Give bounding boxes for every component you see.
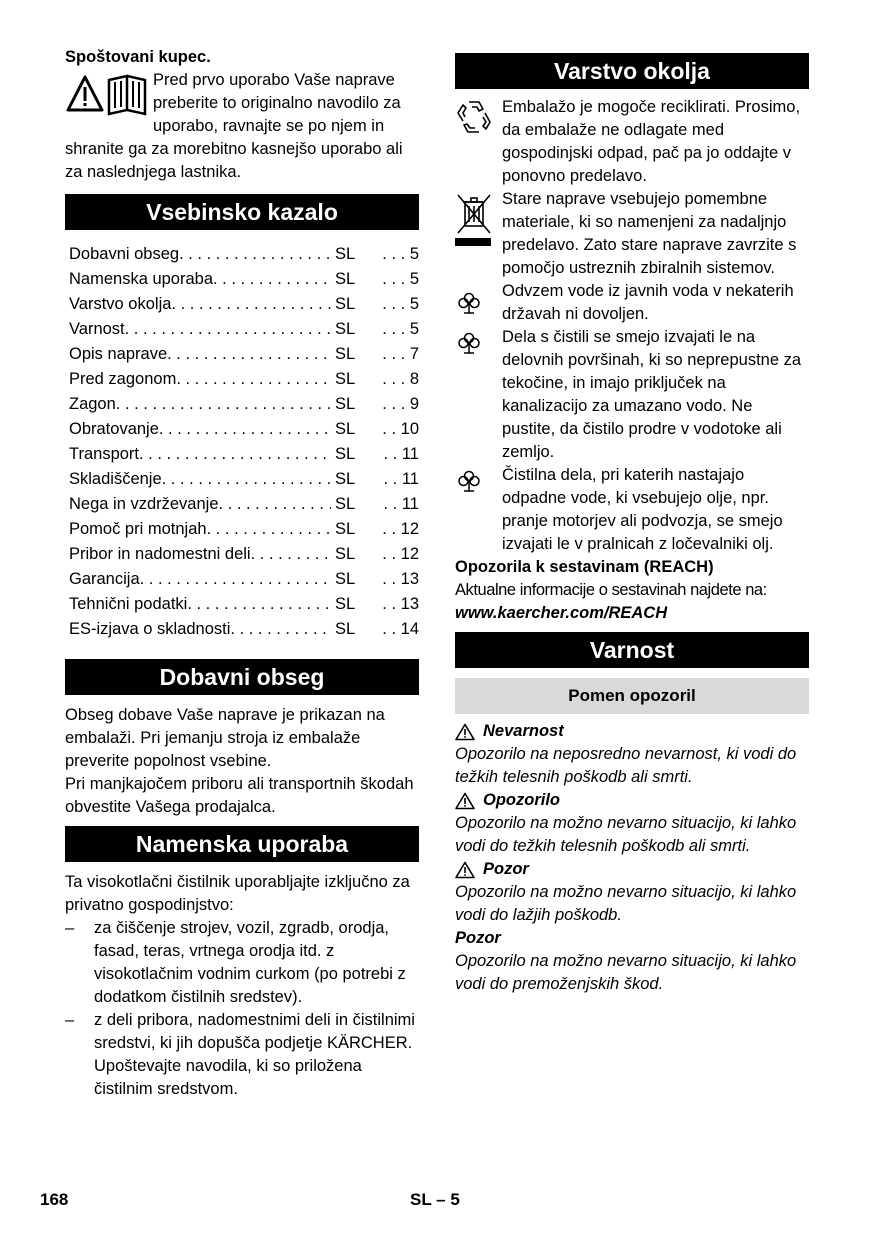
toc-entry-label: Pomoč pri motnjah [69, 520, 207, 538]
toc-entry-lang: SL [335, 620, 356, 638]
toc-entry-page [377, 267, 419, 292]
toc-leader-dots [159, 417, 331, 442]
toc-entry-label: ES-izjava o skladnosti [69, 620, 231, 638]
toc-entry-lang: SL [335, 395, 356, 413]
toc-page-number: 5 [409, 320, 419, 338]
dobavni-p2: Pri manjkajočem priboru ali transportnih škodah obvestite Vašega prodajalca. [65, 775, 414, 816]
toc-entry-lang: SL [335, 345, 356, 363]
intro-heading: Spoštovani kupec. [65, 48, 211, 66]
toc-entry-page [377, 442, 419, 467]
toc-entry-page [377, 242, 419, 267]
toc-leader-dots [251, 542, 331, 567]
toc-page-number: 12 [400, 520, 419, 538]
env-text: Dela s čistili se smejo izvajati le na delovnih površinah, ki so neprepustne za tekočine, in imajo priključek na kanalizacijo za umazano vodo. Ne pustite, da čistilo prodre v vodotoke ali zemljo. [502, 328, 802, 461]
toc-entry [69, 342, 419, 367]
toc-leader-dots [139, 442, 331, 467]
crossed-bin-icon [455, 192, 493, 236]
env-text: Odvzem vode iz javnih voda v nekaterih državah ni dovoljen. [502, 282, 794, 323]
dobavni-title: Dobavni obseg [65, 659, 419, 695]
toc-page-number: 11 [401, 470, 419, 488]
toc-page-number: 13 [400, 570, 419, 588]
toc-entry-label: Namenska uporaba [69, 270, 214, 288]
toc-entry-lang: SL [335, 445, 356, 463]
toc-page-dots: . . . [382, 345, 410, 363]
namenska-p1: Ta visokotlačni čistilnik uporabljajte izključno za privatno gospodinjstvo: [65, 873, 410, 914]
toc-entry-lang: SL [335, 370, 356, 388]
toc-entry-lang: SL [335, 520, 356, 538]
toc-entry-label: Garancija [69, 570, 140, 588]
toc-entry-page [377, 492, 419, 517]
note-label: Pozor [455, 929, 501, 947]
toc-entry-page [377, 292, 419, 317]
toc-entry-page [377, 342, 419, 367]
env-item [455, 96, 809, 188]
env-item [455, 188, 809, 280]
env-item [455, 280, 809, 326]
toc-leader-dots [125, 317, 331, 342]
toc-title: Vsebinsko kazalo [65, 194, 419, 230]
toc-page-number: 14 [400, 620, 419, 638]
footer-lang-page: SL – 5 [410, 1190, 460, 1209]
warning-text: Opozorilo na neposredno nevarnost, ki vodi do težkih telesnih poškodb ali smrti. [455, 745, 797, 786]
toc-entry [69, 267, 419, 292]
toc-page-dots: . . . [382, 320, 410, 338]
right-column [455, 46, 809, 996]
warning-label: Nevarnost [483, 722, 564, 740]
toc-entry-label: Pred zagonom [69, 370, 177, 388]
warning-block [455, 858, 809, 927]
env-text: Čistilna dela, pri katerih nastajajo odpadne vode, ki vsebujejo olje, npr. pranje motorjev ali podvozja, se smejo izvajati le v pralnicah z ločevalniki olj. [502, 466, 783, 553]
toc-entry-label: Tehnični podatki [69, 595, 188, 613]
toc-entry-page [377, 592, 419, 617]
warning-block [455, 720, 809, 789]
toc-entry-lang: SL [335, 420, 356, 438]
toc-page-number: 9 [409, 395, 419, 413]
warning-label: Pozor [483, 860, 529, 878]
env-item [455, 326, 809, 464]
toc-page-number: 11 [401, 445, 419, 463]
toc-page-number: 5 [409, 270, 419, 288]
intro-block [65, 69, 419, 184]
toc-entry-page [377, 617, 419, 642]
toc-entry [69, 442, 419, 467]
dobavni-p1: Obseg dobave Vaše naprave je prikazan na embalaži. Pri jemanju stroja iz embalaže preverite popolnost vsebine. [65, 706, 385, 770]
toc-page-dots: . . [383, 495, 402, 513]
toc-entry [69, 317, 419, 342]
toc-entry-label: Skladiščenje [69, 470, 162, 488]
warning-head [455, 789, 809, 812]
list-item: – z deli pribora, nadomestnimi deli in čistilnimi sredstvi, ki jih dopušča podjetje KÄRCHER. Upoštevajte navodila, ki so priložena čistilnim sredstvom. [65, 1009, 419, 1101]
toc-entry-page [377, 567, 419, 592]
env-text: Stare naprave vsebujejo pomembne materiale, ki so namenjeni za nadaljnjo predelavo. Zato stare naprave zavrzite s pomočjo ustreznih zbiralnih sistemov. [502, 190, 797, 277]
toc-entry [69, 367, 419, 392]
environment-leaf-icon [455, 332, 483, 354]
list-item: – za čiščenje strojev, vozil, zgradb, orodja, fasad, teras, vrtnega orodja itd. z visokotlačnim vodnim curkom (po potrebi z dodatkom čistilnih sredstev). [65, 917, 419, 1009]
toc-entry-label: Nega in vzdrževanje [69, 495, 219, 513]
toc-entry-page [377, 542, 419, 567]
warning-icon [455, 792, 475, 810]
toc-page-dots: . . . [382, 270, 410, 288]
toc-entry-label: Transport [69, 445, 139, 463]
toc-entry-label: Varstvo okolja [69, 295, 172, 313]
warning-label: Opozorilo [483, 791, 560, 809]
reach-heading: Opozorila k sestavinam (REACH) [455, 558, 714, 576]
toc-leader-dots [213, 267, 331, 292]
toc-entry-lang: SL [335, 245, 356, 263]
toc-entry [69, 542, 419, 567]
warning-head [455, 858, 809, 881]
toc-entry-lang: SL [335, 470, 356, 488]
toc-entry [69, 467, 419, 492]
toc-page-dots: . . . [382, 295, 410, 313]
note-text: Opozorilo na možno nevarno situacijo, ki lahko vodi do premoženjskih škod. [455, 952, 797, 993]
warning-icon [455, 861, 475, 879]
toc-page-number: 12 [400, 545, 419, 563]
warning-text: Opozorilo na možno nevarno situacijo, ki lahko vodi do lažjih poškodb. [455, 883, 797, 924]
toc-entry-lang: SL [335, 295, 356, 313]
namenska-list [65, 917, 419, 1101]
toc-entry-lang: SL [335, 270, 356, 288]
toc-entry [69, 492, 419, 517]
toc-entry-label: Opis naprave [69, 345, 168, 363]
toc-page-dots: . . [383, 470, 402, 488]
toc-page-number: 7 [409, 345, 419, 363]
toc-entry [69, 392, 419, 417]
toc-entry-lang: SL [335, 545, 356, 563]
bin-underline [455, 238, 491, 246]
recycle-icon [455, 98, 493, 136]
warning-manual-icon [65, 72, 149, 116]
toc-page-dots: . . [383, 445, 402, 463]
warning-head [455, 720, 809, 743]
toc-page-dots: . . [382, 420, 401, 438]
namenska-title: Namenska uporaba [65, 826, 419, 862]
toc-entry [69, 617, 419, 642]
toc-page-number: 10 [400, 420, 419, 438]
toc-page-dots: . . [382, 520, 401, 538]
toc-entry-label: Obratovanje [69, 420, 159, 438]
page-number: 168 [40, 1190, 69, 1209]
toc-entry-lang: SL [335, 595, 356, 613]
warning-icon [455, 723, 475, 741]
toc-leader-dots [171, 292, 331, 317]
varstvo-title: Varstvo okolja [455, 53, 809, 89]
toc-entry [69, 592, 419, 617]
toc-entry-lang: SL [335, 320, 356, 338]
toc-page-dots: . . . [382, 395, 410, 413]
toc-entry-lang: SL [335, 570, 356, 588]
intro-text: Pred prvo uporabo Vaše naprave preberite to originalno navodilo za uporabo, ravnajte se po njem in shranite ga za morebitno kasnejšo uporabo ali za naslednjega lastnika. [65, 71, 403, 181]
toc-page-number: 11 [401, 495, 419, 513]
varnost-title: Varnost [455, 632, 809, 668]
toc-page-dots: . . . [382, 245, 410, 263]
toc-leader-dots [167, 342, 331, 367]
reach-url: www.kaercher.com/REACH [455, 604, 668, 622]
toc-leader-dots [140, 567, 331, 592]
toc-page-dots: . . [382, 620, 401, 638]
toc-leader-dots [207, 517, 331, 542]
toc-list [65, 242, 419, 642]
environment-leaf-icon [455, 292, 483, 314]
toc-entry [69, 242, 419, 267]
left-column [65, 46, 419, 1101]
toc-leader-dots [230, 617, 331, 642]
toc-page-dots: . . [382, 595, 401, 613]
toc-entry-page [377, 417, 419, 442]
environment-leaf-icon [455, 470, 483, 492]
toc-page-dots: . . [382, 545, 401, 563]
toc-page-dots: . . [382, 570, 401, 588]
toc-entry-lang: SL [335, 495, 356, 513]
toc-entry [69, 292, 419, 317]
toc-entry-label: Zagon [69, 395, 116, 413]
warning-block [455, 789, 809, 858]
toc-page-number: 13 [400, 595, 419, 613]
toc-entry-page [377, 392, 419, 417]
toc-leader-dots [179, 242, 331, 267]
toc-leader-dots [219, 492, 332, 517]
toc-page-number: 8 [409, 370, 419, 388]
toc-entry [69, 517, 419, 542]
toc-leader-dots [187, 592, 331, 617]
env-text: Embalažo je mogoče reciklirati. Prosimo, da embalaže ne odlagate med gospodinjski odpad, pač pa jo oddajte v ponovno predelavo. [502, 98, 801, 185]
env-item [455, 464, 809, 556]
reach-text: Aktualne informacije o sestavinah najdete na: [455, 581, 767, 599]
toc-page-number: 5 [409, 295, 419, 313]
toc-leader-dots [176, 367, 331, 392]
toc-entry [69, 417, 419, 442]
varnost-subtitle: Pomen opozoril [455, 678, 809, 714]
toc-page-number: 5 [409, 245, 419, 263]
toc-entry [69, 567, 419, 592]
toc-entry-label: Varnost [69, 320, 125, 338]
toc-entry-page [377, 367, 419, 392]
toc-entry-label: Pribor in nadomestni deli [69, 545, 251, 563]
toc-entry-page [377, 317, 419, 342]
note-block [455, 927, 809, 996]
toc-entry-label: Dobavni obseg [69, 245, 180, 263]
toc-entry-page [377, 517, 419, 542]
toc-leader-dots [116, 392, 331, 417]
toc-entry-page [377, 467, 419, 492]
toc-leader-dots [162, 467, 331, 492]
warning-text: Opozorilo na možno nevarno situacijo, ki lahko vodi do težkih telesnih poškodb ali smrti. [455, 814, 797, 855]
toc-page-dots: . . . [382, 370, 410, 388]
